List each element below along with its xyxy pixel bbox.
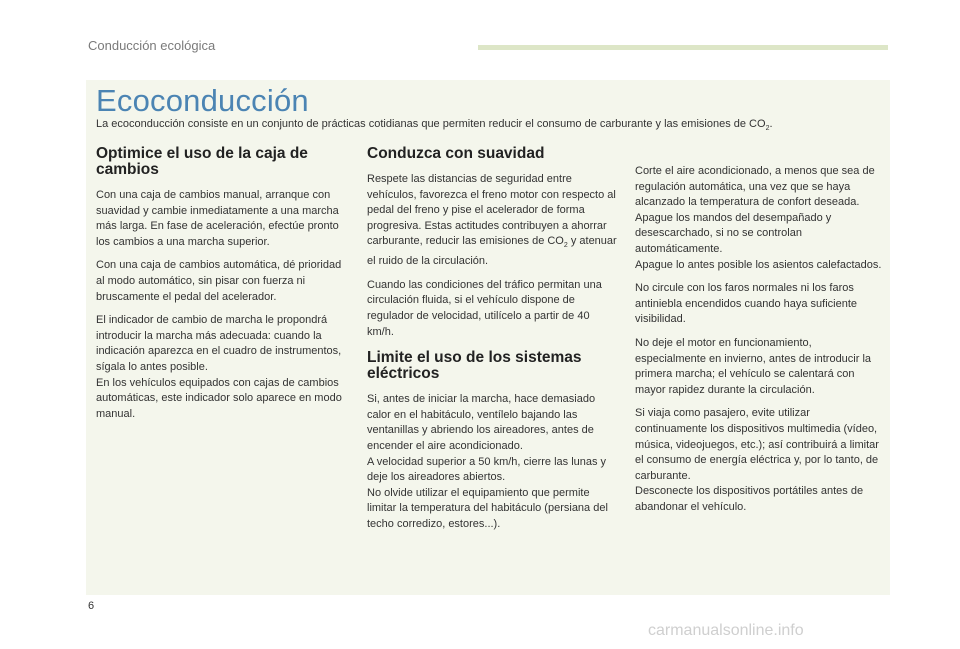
paragraph: Si, antes de iniciar la marcha, hace demasiado calor en el habitáculo, ventílelo bajando las ventanillas y abriendo los aireadores, antes de encender el aire acondicionado.: [367, 393, 596, 452]
paragraph: No olvide utilizar el equipamiento que permite limitar la temperatura del habitáculo (persiana del techo corredizo, estores...).: [367, 486, 608, 530]
paragraph-text: Respete las distancias de seguridad entre vehículos, favorezca el freno motor con respecto al pedal del freno y pise el acelerador de forma progresiva. Estas actitudes contribuyen a ahorrar carburante, reducir las emisiones de CO: [367, 173, 616, 248]
paragraph-text-end: y atenuar el ruido de la circulación.: [367, 235, 617, 268]
paragraph: [367, 172, 617, 270]
co2-subscript: 2: [563, 242, 568, 250]
heading-smooth-driving: Conduzca con suavidad: [367, 145, 545, 162]
paragraph: Con una caja de cambios automática, dé prioridad al modo automático, sin pisar con fuerza ni bruscamente el pedal del acelerador.: [96, 259, 342, 303]
watermark: carmanualsonline.info: [648, 622, 804, 639]
heading-gearbox: Optimice el uso de la caja de cambios: [96, 145, 308, 178]
intro-subscript: 2: [765, 125, 770, 133]
paragraph: No circule con los faros normales ni los faros antiniebla encendidos cuando haya suficiente visibilidad.: [635, 282, 857, 326]
column-smooth-driving: [367, 146, 617, 540]
paragraph: Cuando las condiciones del tráfico permitan una circulación fluida, si el vehículo dispone de regulador de velocidad, utilícelo a partir de 40 km/h.: [367, 278, 602, 338]
page-title: Ecoconducción: [96, 83, 309, 118]
column-tips: [635, 164, 885, 523]
paragraph: Con una caja de cambios manual, arranque con suavidad y cambie inmediatamente a una marcha más larga. En fase de aceleración, efectúe pronto los cambios a una marcha superior.: [96, 189, 339, 248]
paragraph: Si viaja como pasajero, evite utilizar continuamente los dispositivos multimedia (vídeo, música, videojuegos, etc.); así contribuirá a limitar el consumo de energía eléctrica y, por lo tanto, de carburante.: [635, 407, 879, 482]
intro-text-end: .: [769, 118, 773, 130]
column-gearbox: [96, 146, 351, 430]
paragraph: El indicador de cambio de marcha le propondrá introducir la marcha más adecuada: cuando la indicación aparezca en el cuadro de instrumentos, sígala lo antes posible.: [96, 314, 342, 373]
paragraph: Apague lo antes posible los asientos calefactados.: [635, 258, 882, 271]
page-number: 6: [88, 600, 95, 612]
header-accent-bar: [478, 45, 888, 50]
intro-text: [96, 118, 773, 132]
heading-electrical-systems: Limite el uso de los sistemas eléctricos: [367, 349, 582, 383]
paragraph: A velocidad superior a 50 km/h, cierre las lunas y deje los aireadores abiertos.: [367, 455, 607, 484]
section-title: Conducción ecológica: [88, 38, 216, 53]
paragraph: En los vehículos equipados con cajas de cambios automáticas, este indicador solo aparece en modo manual.: [96, 376, 342, 420]
paragraph: Corte el aire acondicionado, a menos que sea de regulación automática, una vez que se haya alcanzado la temperatura de confort deseada.: [635, 165, 875, 209]
paragraph: Apague los mandos del desempañado y desescarchado, si no se controlan automáticamente.: [635, 211, 832, 255]
paragraph: No deje el motor en funcionamiento, especialmente en invierno, antes de introducir la primera marcha; el vehículo se calentará con mayor rapidez durante la circulación.: [635, 336, 872, 396]
intro-text-main: La ecoconducción consiste en un conjunto de prácticas cotidianas que permiten reducir el consumo de carburante y las emisiones de CO: [96, 118, 766, 130]
paragraph: Desconecte los dispositivos portátiles antes de abandonar el vehículo.: [635, 485, 864, 513]
